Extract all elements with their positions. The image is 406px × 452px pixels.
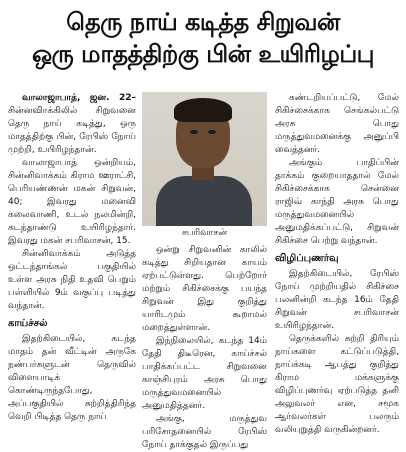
article-paragraph <box>8 92 136 157</box>
photo-eye-left <box>190 130 198 134</box>
subhead-fever: காய்ச்சல் <box>8 318 48 329</box>
dateline: வாலாஜாபாத், ஜன. 22– <box>22 93 136 103</box>
article-paragraph: அங்கும் பாதிப்பின் தாக்கம் குறையாததால் மேல் சிகிச்சைக்காக சென்னை ராஜிவ் காந்தி அரசு பொது மருத்துவமனையில் அனுமதிக்கப்பட்டு, சிறுவன் சிகிச்சை பெற்று வந்தான். <box>275 158 399 246</box>
headline-line-1: தெரு நாய் கடித்த சிறுவன் <box>66 8 340 36</box>
middle-text <box>142 244 267 452</box>
article-paragraph: சின்னிவாக்கம் அடுத்த ஒட்டந்தாங்கல் பகுதியில் உள்ள அரசு நிதி உதவி பெறும் பள்ளியில் 9ம் வகுப்பு படித்து வந்தான். <box>8 249 136 311</box>
article-paragraph: இதற்கிடையில், கடந்த மாதம் தன் வீட்டின் அருகே நண்பர்களுடன் தெருவில் விளையாடிக் கொண்டிருந்தபோது, அப்பகுதியில் சுற்றித்திரிந்த வெறி பிடித்த தெரு நாய் <box>8 334 136 422</box>
subhead-awareness: விழிப்புணர்வு <box>275 253 339 264</box>
article-paragraph: கண்டறியப்பட்டு, மேல் சிகிச்சைக்காக செங்கல்பட்டு அரசு பொது மருத்துவமனைக்கு அனுப்பி வைத்தனர். <box>275 93 399 155</box>
photo-eye-right <box>208 130 216 134</box>
photo-shirt <box>156 176 252 226</box>
article-column-middle <box>142 92 267 452</box>
article-paragraph: இதற்கிடையில், ரேபிஸ் நோய் முற்றியதில் சிகிச்சை பலனின்றி கடந்த 16ம் தேதி சிறுவன் சபரிவாசன் உயிரிழந்தான். <box>275 269 399 331</box>
article-paragraph: ஒன்று சிறுவனின் காலில் கடித்து சிறியதான காயம் ஏற்பட்டுள்ளது. பெற்றோர் மற்றும் சிகிச்சைக்கு பயந்த சிறுவன் இது குறித்து யாரிடமும் கூறாமல் மறைத்துள்ளான். <box>142 245 267 333</box>
photo-hair <box>174 98 232 122</box>
headline-line-2: ஒரு மாதத்திற்கு பின் உயிரிழப்பு <box>31 40 375 68</box>
article-paragraph: அங்கு, மருத்துவ பரிசோதனையில் ரேபிஸ் நோய் தாக்குதல் இருப்பது <box>142 414 267 450</box>
article-paragraph: வாலாஜாபாத் ஒன்றியம், சின்னிவாக்கம் கிராம ஊராட்சி, பெரியண்ணன் மகன் சிறுவன், 40; இவரது மனைவி கலைவாணி, உடல் நலமின்றி, கடந்தாண்டு உயிரிழந்தார். இவரது மகன் சபரிவாசன், 15. <box>8 158 136 246</box>
article-paragraph: இந்நிலையில், கடந்த 14ம் தேதி திடீரென, காய்ச்சல் பாதிக்கப்பட்ட சிறுவனை காஞ்சிபுரம் அரசு பொது மருத்துவமனையில் அனுமதித்தனர். <box>142 336 267 411</box>
photo-caption: சபரிவாசன் <box>142 226 267 240</box>
paragraph-text: சின்னவிாக்கிலில் சிறுவனை தெரு நாய் கடித்து, ஒரு மாதத்திற்கு பின், ரேபிஸ் நோய் முற்றி, உயிரிழந்தான். <box>8 106 136 155</box>
article-column-left <box>8 92 136 424</box>
boy-portrait-photo <box>142 92 267 240</box>
article-paragraph: தெருக்களில் சுற்றி திரியும் நாய்களை கட்டுப்படுத்தி, நாய்க்கடி ஆபத்து குறித்து கிராம மக்களுக்கு விழிப்புணர்வு ஏற்படுத்த தனி அலுவலர் என, சமூக ஆர்வலர்கள் பலரும் வலியுறுத்தி வருகின்றனர். <box>275 334 399 435</box>
article-column-right <box>275 92 399 437</box>
